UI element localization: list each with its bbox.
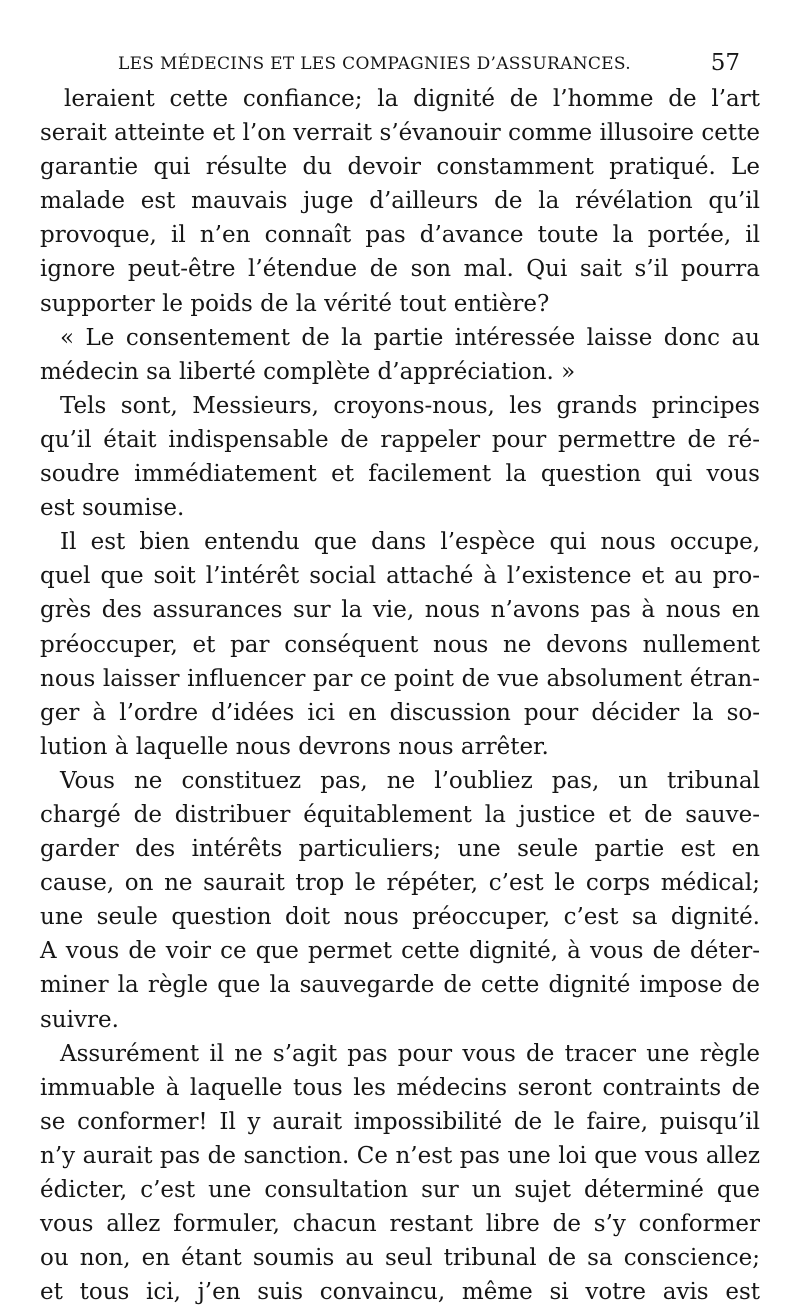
text-line: quel que soit l’intérêt social attaché à l’existence et au pro- — [40, 563, 760, 590]
text-line: supporter le poids de la vérité tout entière? — [40, 290, 550, 317]
page-header — [118, 50, 740, 80]
text-line: qu’il était indispensable de rappeler pour permettre de ré- — [40, 426, 760, 453]
text-line: n’y aurait pas de sanction. Ce n’est pas une loi que vous allez — [40, 1142, 760, 1169]
text-line: lution à laquelle nous devrons nous arrêter. — [40, 733, 549, 760]
text-line: miner la règle que la sauvegarde de cette dignité impose de — [40, 972, 760, 999]
text-line: suivre. — [40, 1006, 119, 1033]
text-line: provoque, il n’en connaît pas d’avance toute la portée, il — [40, 222, 760, 249]
text-line: une seule question doit nous préoccuper, c’est sa dignité. — [40, 904, 760, 931]
text-line: est soumise. — [40, 495, 185, 522]
text-line: grès des assurances sur la vie, nous n’avons pas à nous en — [40, 597, 760, 624]
text-line: et tous ici, j’en suis convaincu, même si votre avis est — [40, 1279, 760, 1306]
text-line: leraient cette confiance; la dignité de l’homme de l’art — [64, 86, 760, 112]
text-line: A vous de voir ce que permet cette dignité, à vous de déter- — [40, 938, 760, 965]
text-line: ignore peut-être l’étendue de son mal. Qui sait s’il pourra — [40, 256, 760, 283]
text-line: Vous ne constituez pas, ne l’oubliez pas, un tribunal — [60, 767, 760, 794]
text-line: garantie qui résulte du devoir constamment pratiqué. Le — [40, 154, 760, 181]
running-title: LES MÉDECINS ET LES COMPAGNIES D’ASSURANCES. — [118, 54, 631, 74]
text-line: édicter, c’est une consultation sur un sujet déterminé que — [40, 1177, 760, 1203]
text-line: se conformer! Il y aurait impossibilité de le faire, puisqu’il — [40, 1108, 760, 1135]
text-line: Assurément il ne s’agit pas pour vous de tracer une règle — [60, 1040, 760, 1067]
text-line: vous allez formuler, chacun restant libre de s’y conformer — [40, 1211, 760, 1238]
text-line: ou non, en étant soumis au seul tribunal de sa conscience; — [40, 1245, 760, 1272]
text-line: immuable à laquelle tous les médecins seront contraints de — [40, 1074, 760, 1101]
text-line: serait atteinte et l’on verrait s’évanouir comme illusoire cette — [40, 120, 760, 147]
text-line: soudre immédiatement et facilement la question qui vous — [40, 461, 760, 488]
text-line: malade est mauvais juge d’ailleurs de la révélation qu’il — [40, 188, 760, 215]
text-line: ger à l’ordre d’idées ici en discussion pour décider la so- — [40, 699, 760, 726]
text-line: préoccuper, et par conséquent nous ne devons nullement — [40, 631, 760, 658]
body-text — [40, 82, 760, 1309]
text-line: Il est bien entendu que dans l’espèce qui nous occupe, — [60, 529, 760, 556]
text-line: nous laisser influencer par ce point de vue absolument étran- — [40, 665, 760, 692]
text-line: cause, on ne saurait trop le répéter, c’est le corps médical; — [40, 870, 760, 897]
text-line: Tels sont, Messieurs, croyons-nous, les grands principes — [60, 392, 760, 419]
text-line: « Le consentement de la partie intéressée laisse donc au — [60, 324, 760, 351]
page-number: 57 — [710, 50, 740, 76]
text-line: garder des intérêts particuliers; une seule partie est en — [40, 836, 760, 863]
text-line: chargé de distribuer équitablement la justice et de sauve- — [40, 801, 760, 828]
text-line: médecin sa liberté complète d’appréciation. » — [40, 358, 576, 385]
